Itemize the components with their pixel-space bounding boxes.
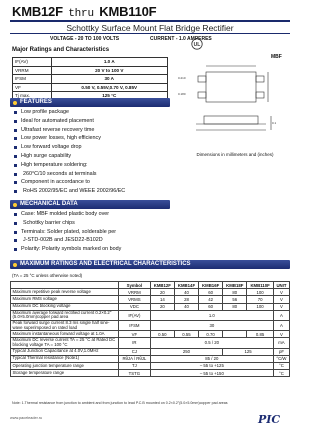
table-cell: 28 <box>174 296 198 303</box>
company-logo: PIC <box>258 413 281 426</box>
table-row <box>11 320 290 330</box>
table-cell: 30 A <box>51 75 168 84</box>
table-cell: IR <box>119 338 151 348</box>
bullet-icon <box>13 101 17 105</box>
table-row <box>11 348 290 355</box>
table-cell: 20 V to 100 V <box>51 66 168 75</box>
electrical-heading: MAXIMUM RATINGS AND ELECTRICAL CHARACTERISTICS <box>20 261 191 267</box>
list-item: Ultrafast reverse recovery time <box>14 126 179 135</box>
major-ratings-heading: Major Ratings and Characteristics <box>12 47 110 53</box>
table-cell: 125 <box>223 348 274 355</box>
table-cell: 0.70 <box>199 331 223 338</box>
features-heading: FEATURES <box>20 99 52 105</box>
table-cell: 56 <box>223 296 247 303</box>
table-cell: 70 <box>247 296 274 303</box>
table-row <box>11 362 290 369</box>
table-cell: °C <box>273 362 289 369</box>
table-cell: Maximum RMS voltage <box>11 296 119 303</box>
table-cell: A <box>273 320 289 330</box>
column-header <box>11 282 119 289</box>
table-cell: 100 <box>247 303 274 310</box>
table-cell: °C/W <box>273 355 289 362</box>
table-cell: – 55 to +125 <box>150 362 273 369</box>
table-row <box>11 355 290 362</box>
list-item: Polarity: Polarity symbols marked on body <box>14 245 179 254</box>
list-item: Low power losses, high efficiency <box>14 134 179 143</box>
table-cell: VDC <box>119 303 151 310</box>
table-cell: Operating junction temperature range <box>11 362 119 369</box>
list-item: Case: MBF molded plastic body over <box>14 210 179 219</box>
column-header: KMB18F <box>223 282 247 289</box>
table-cell: °C <box>273 370 289 377</box>
table-cell: V <box>273 296 289 303</box>
list-item: Schottky barrier chips <box>14 219 179 228</box>
table-cell: Typical Junction Capacitance at 4.0V,1.0MHz <box>11 348 119 355</box>
table-cell: pF <box>273 348 289 355</box>
package-drawing <box>176 44 294 164</box>
table-cell: TJ <box>119 362 151 369</box>
table-cell: 42 <box>199 296 223 303</box>
package-label: MBF <box>271 54 282 60</box>
header-rule <box>10 20 290 22</box>
bullet-icon <box>13 203 17 207</box>
table-cell: 80 <box>223 303 247 310</box>
table-row <box>13 66 168 75</box>
features-heading-bar <box>10 98 170 107</box>
table-row <box>11 338 290 348</box>
table-row <box>11 310 290 320</box>
major-ratings-table <box>12 57 168 101</box>
table-cell: TSTG <box>119 370 151 377</box>
table-cell: CJ <box>119 348 151 355</box>
thru-text: thru <box>68 8 94 20</box>
conditions-note: (TA = 25 °C unless otherwise noted) <box>12 273 83 278</box>
part-last: KMB110F <box>99 4 157 19</box>
list-item: High surge capability <box>14 152 179 161</box>
table-row <box>13 75 168 84</box>
bullet-icon <box>13 263 17 267</box>
list-item: J-STD-002B and JESD22-B102D <box>14 236 179 245</box>
list-item: Low profile package <box>14 108 179 117</box>
table-cell: Storage temperature range <box>11 370 119 377</box>
table-cell: VF <box>119 331 151 338</box>
electrical-table <box>10 281 290 377</box>
table-cell: IFSM <box>13 75 52 84</box>
svg-text:0.180: 0.180 <box>178 92 186 96</box>
thermal-footnote: Note: 1.Thermal resistance from junction to ambient and from junction to lead P.C.B mounted on 0.2×0.2"(5.0×5.0mm)copper pad areas <box>12 401 228 405</box>
subtitle-rule <box>10 33 290 34</box>
features-list <box>14 108 179 196</box>
table-cell: 40 <box>174 289 198 296</box>
table-cell: Maximum DC blocking voltage <box>11 303 119 310</box>
table-row <box>11 289 290 296</box>
table-cell: VRRM <box>119 289 151 296</box>
electrical-heading-bar <box>10 260 290 269</box>
table-cell: 0.55 <box>174 331 198 338</box>
table-cell: A <box>273 310 289 320</box>
table-cell: 20 <box>150 289 174 296</box>
table-row <box>11 370 290 377</box>
list-item: Terminals: Solder plated, solderable per <box>14 228 179 237</box>
table-cell: 30 <box>150 320 273 330</box>
table-cell: 0.85 <box>247 331 274 338</box>
mechanical-heading-bar <box>10 200 170 209</box>
voltage-spec: VOLTAGE - 20 TO 100 VOLTS <box>50 36 120 42</box>
column-header: KMB12F <box>150 282 174 289</box>
table-cell: 20 <box>150 303 174 310</box>
part-first: KMB12F <box>12 4 63 19</box>
table-cell <box>223 331 247 338</box>
table-cell: 125 °C <box>51 92 168 101</box>
table-row <box>13 83 168 92</box>
dimensions-note: Dimensions in millimeters and (inches) <box>196 152 274 157</box>
list-item: Component in accordance to <box>14 178 179 187</box>
table-cell: 0.50 V, 0.55V,0.70 V, 0.85V <box>51 83 168 92</box>
table-cell: Peak forward surge current 8.3 ms single half sine-wave superimposed on rated load <box>11 320 119 330</box>
table-row <box>11 296 290 303</box>
table-cell: Maximum average forward rectified current 0.2×0.2"(5.0×5.0mm)copper pad area <box>11 310 119 320</box>
table-cell: Maximum repetitive peak reverse voltage <box>11 289 119 296</box>
table-cell: V <box>273 303 289 310</box>
table-header-row <box>11 282 290 289</box>
table-cell: IFSM <box>119 320 151 330</box>
list-item: Ideal for automated placement <box>14 117 179 126</box>
table-cell: 60 <box>199 303 223 310</box>
table-cell: Typical Thermal resistance (Note1) <box>11 355 119 362</box>
table-cell: 40 <box>174 303 198 310</box>
table-cell: – 55 to +150 <box>150 370 273 377</box>
table-cell: Tj max. <box>13 92 52 101</box>
ul-text: UL <box>193 42 201 48</box>
document-title <box>12 4 156 20</box>
table-cell: RθJA / RθJL <box>119 355 151 362</box>
table-cell: mA <box>273 338 289 348</box>
table-cell: IF(AV) <box>13 58 52 67</box>
svg-text:0.1: 0.1 <box>272 121 277 125</box>
table-cell: IF(AV) <box>119 310 151 320</box>
table-cell: VRMS <box>119 296 151 303</box>
table-cell: 85 / 20 <box>150 355 273 362</box>
table-cell: Maximum DC reverse current TA = 25 °C at Rated DC blocking voltage TA = 100 °C <box>11 338 119 348</box>
table-cell: VF <box>13 83 52 92</box>
website-link[interactable]: www.paceleader.ru <box>10 416 43 420</box>
column-header: UNIT <box>273 282 289 289</box>
table-cell: Maximum instantaneous forward voltage at 1.0A <box>11 331 119 338</box>
table-cell: 100 <box>247 289 274 296</box>
document-subtitle: Schottky Surface Mount Flat Bridge Rectifier <box>66 23 234 33</box>
column-header: KMB110F <box>247 282 274 289</box>
table-cell: 1.0 A <box>51 58 168 67</box>
list-item: 260°C/10 seconds at terminals <box>14 170 179 179</box>
list-item: RoHS 2002/95/EC and WEEE 2002/96/EC <box>14 187 179 196</box>
mechanical-list <box>14 210 179 254</box>
table-cell: 250 <box>150 348 222 355</box>
table-cell: 0.5 / 20 <box>150 338 273 348</box>
table-row <box>13 58 168 67</box>
column-header: KMB14F <box>174 282 198 289</box>
table-cell: 60 <box>199 289 223 296</box>
current-spec: CURRENT - 1.0 AMPERES <box>150 36 212 42</box>
svg-text:0.210: 0.210 <box>178 76 186 80</box>
column-header: KMB16F <box>199 282 223 289</box>
table-cell: 0.50 <box>150 331 174 338</box>
table-cell: V <box>273 289 289 296</box>
table-cell: 1.0 <box>150 310 273 320</box>
list-item: High temperature soldering: <box>14 161 179 170</box>
mechanical-heading: MECHANICAL DATA <box>20 201 78 207</box>
table-cell: 14 <box>150 296 174 303</box>
table-cell: V <box>273 331 289 338</box>
column-header: Symbol <box>119 282 151 289</box>
table-cell: 80 <box>223 289 247 296</box>
table-cell: VRRM <box>13 66 52 75</box>
package-outline-diagram <box>176 44 294 159</box>
list-item: Low forward voltage drop <box>14 143 179 152</box>
